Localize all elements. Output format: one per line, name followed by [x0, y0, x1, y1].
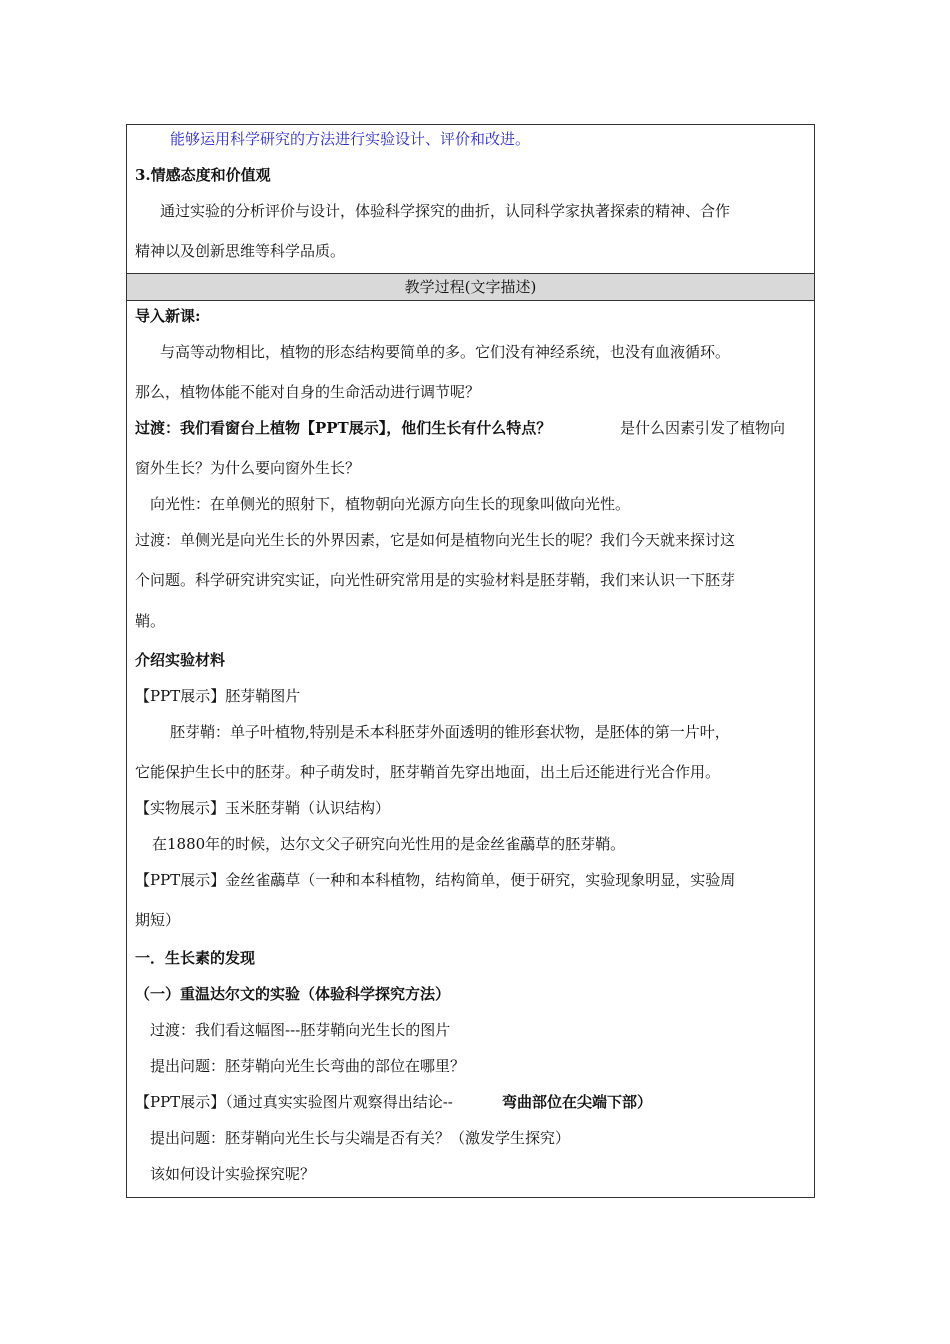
paragraph-line: 与高等动物相比，植物的形态结构要简单的多。它们没有神经系统，也没有血液循环。 [160, 343, 731, 361]
conclusion-text: 弯曲部位在尖端下部） [502, 1093, 653, 1111]
paragraph-line: 通过实验的分析评价与设计，体验科学探究的曲折，认同科学家执著探索的精神、合作 [160, 202, 731, 220]
paragraph-line: 【PPT展示】金丝雀虉草（一种和本科植物，结构简单，便于研究，实验现象明显，实验周 [135, 871, 736, 889]
intro-heading: 导入新课: [135, 307, 201, 325]
paragraph-line: 精神以及创新思维等科学品质。 [135, 242, 346, 260]
paragraph-line: 【PPT展示】（通过真实实验图片观察得出结论-- [135, 1093, 453, 1111]
section-heading: 3.情感态度和价值观 [135, 166, 271, 184]
paragraph-line: 【PPT展示】胚芽鞘图片 [135, 687, 301, 705]
objective-line: 能够运用科学研究的方法进行实验设计、评价和改进。 [170, 130, 531, 148]
paragraph-line: 它能保护生长中的胚芽。种子萌发时，胚芽鞘首先穿出地面，出土后还能进行光合作用。 [135, 763, 721, 781]
paragraph-line: 【实物展示】玉米胚芽鞘（认识结构） [135, 799, 391, 817]
paragraph-line: 窗外生长？为什么要向窗外生长？ [135, 459, 361, 477]
subsection-heading: （一）重温达尔文的实验（体验科学探究方法） [135, 985, 451, 1003]
paragraph-line: 提出问题：胚芽鞘向光生长弯曲的部位在哪里？ [150, 1057, 466, 1075]
paragraph-line: 在1880年的时候，达尔文父子研究向光性用的是金丝雀虉草的胚芽鞘。 [152, 835, 626, 853]
paragraph-line: 提出问题：胚芽鞘向光生长与尖端是否有关？（激发学生探究） [150, 1129, 571, 1147]
paragraph-line: 胚芽鞘：单子叶植物,特别是禾本科胚芽外面透明的锥形套状物，是胚体的第一片叶， [170, 723, 730, 741]
paragraph-line: 期短） [135, 911, 181, 929]
materials-heading: 介绍实验材料 [135, 651, 226, 669]
paragraph-line: 该如何设计实验探究呢？ [150, 1165, 316, 1183]
paragraph-line: 过渡：单侧光是向光生长的外界因素，它是如何是植物向光生长的呢？我们今天就来探讨这 [135, 531, 736, 549]
paragraph-line: 那么，植物体能不能对自身的生命活动进行调节呢？ [135, 383, 481, 401]
transition-line-cont: 是什么因素引发了植物向 [620, 419, 786, 437]
paragraph-line: 过渡：我们看这幅图---胚芽鞘向光生长的图片 [150, 1021, 451, 1039]
definition-line: 向光性：在单侧光的照射下，植物朝向光源方向生长的现象叫做向光性。 [150, 495, 631, 513]
process-header: 教学过程(文字描述) [126, 273, 815, 301]
paragraph-line: 个问题。科学研究讲究实证，向光性研究常用是的实验材料是胚芽鞘，我们来认识一下胚芽 [135, 571, 736, 589]
section-heading: 一．生长素的发现 [135, 949, 256, 967]
transition-line: 过渡：我们看窗台上植物【PPT展示】，他们生长有什么特点？ [135, 419, 552, 437]
paragraph-line: 鞘。 [135, 612, 166, 630]
